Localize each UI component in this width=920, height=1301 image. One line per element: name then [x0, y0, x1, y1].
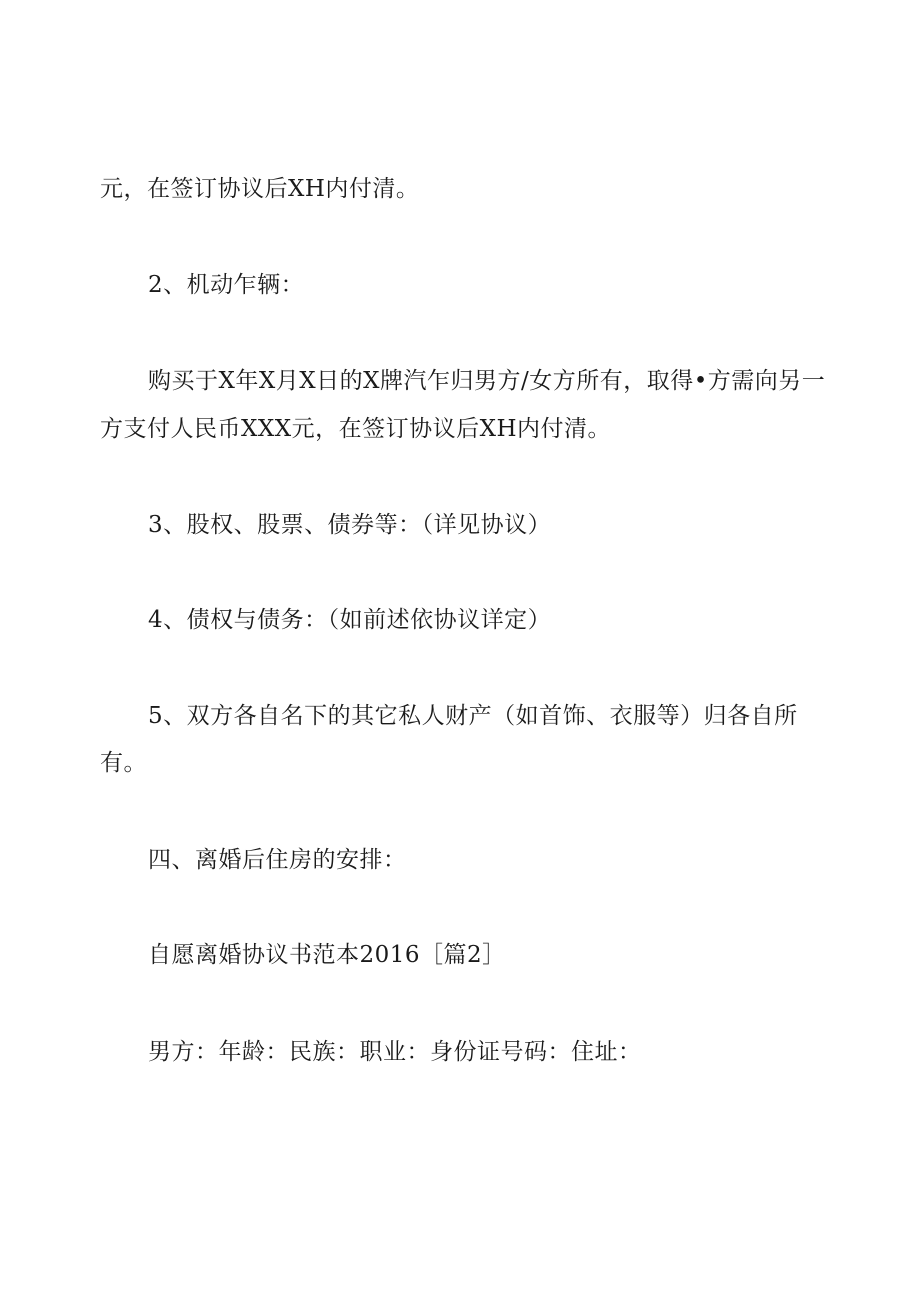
paragraph-male-party-info: 男方：年龄：民族：职业：身份证号码：住址： — [148, 1039, 642, 1065]
heading-housing-arrangement: 四、离婚后住房的安排： — [148, 847, 407, 873]
paragraph-personal-property-line-2: 有。 — [100, 750, 147, 776]
heading-claims-debts: 4、债权与债务：（如前述依协议详定） — [148, 607, 552, 633]
section-title-sample-2: 自愿离婚协议书范本2016［篇2］ — [148, 942, 506, 968]
paragraph-payment-continuation: 元，在签订协议后XH内付清。 — [100, 176, 420, 202]
paragraph-vehicle-line-2: 方支付人民币XXX元，在签订协议后XH内付清。 — [100, 416, 612, 442]
heading-equity-stocks-bonds: 3、股权、股票、债券等：（详见协议） — [148, 512, 552, 538]
paragraph-vehicle-line-1: 购买于X年X月X日的X牌汽乍归男方/女方所有，取得•方需向另一 — [148, 368, 826, 394]
paragraph-personal-property-line-1: 5、双方各自名下的其它私人财产（如首饰、衣服等）归各自所 — [148, 703, 798, 729]
heading-motor-vehicle: 2、机动乍辆： — [148, 272, 305, 298]
